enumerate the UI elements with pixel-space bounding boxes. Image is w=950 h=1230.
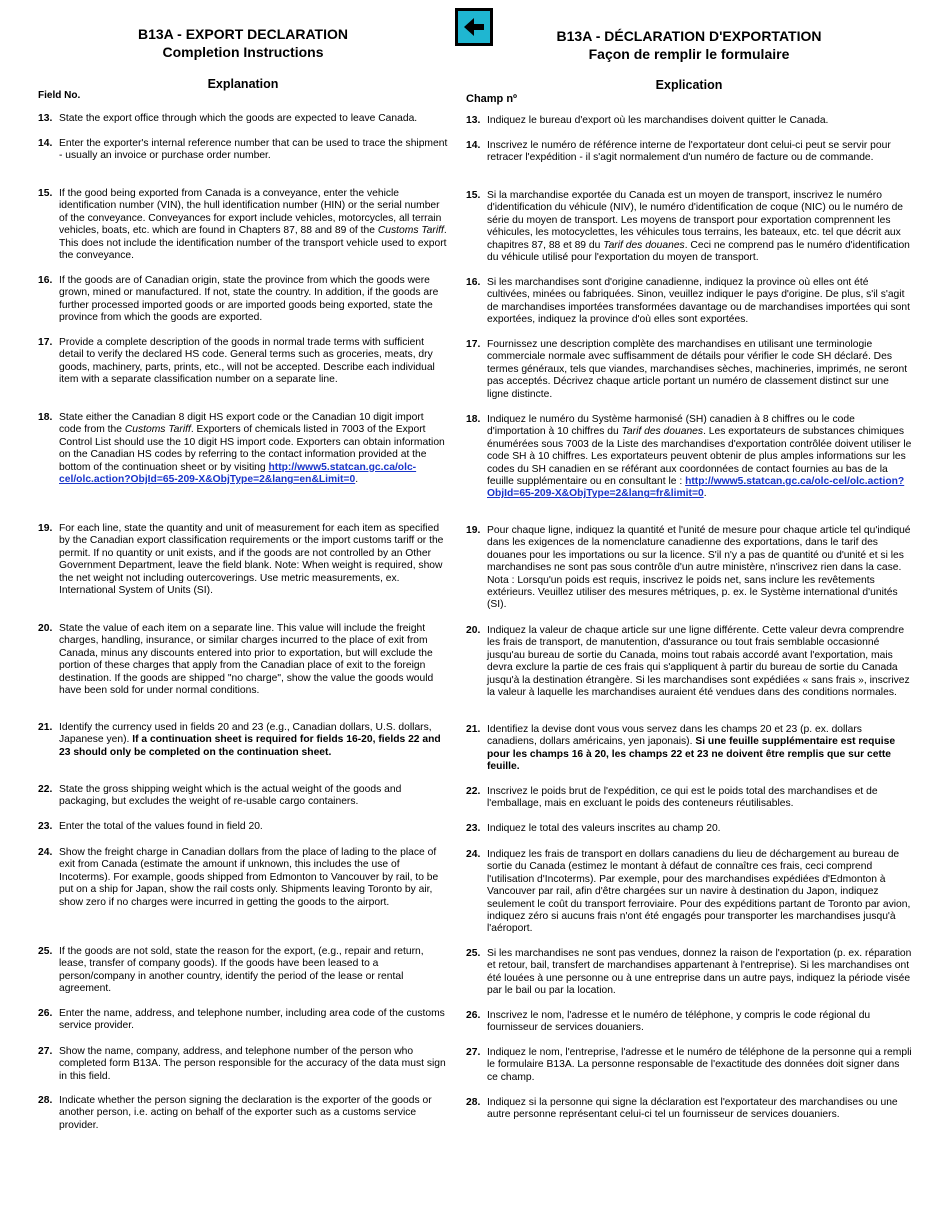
page-subtitle-fr: Façon de remplir le formulaire	[588, 46, 790, 62]
field-instruction: For each line, state the quantity and unit of measurement for each item as specified by the Canadian export classification requirements or the import customs tariff or the permit. If no quantity or unit exists, and if the goods are not controlled by an Other Government Department, leave the field blank. Note: When weight is required, show the net weight not including outercoverings. Use metric measurements, ex. International System of Units (SI).	[59, 523, 444, 597]
field-item-22-fr	[466, 786, 912, 811]
field-number: 22.	[38, 784, 53, 795]
field-instruction: Show the name, company, address, and telephone number of the person who completed form B13A. The person responsible for the accuracy of the data must sign in this field.	[59, 1046, 446, 1082]
field-item-25-fr	[466, 948, 912, 998]
field-instruction: Indiquez le nom, l'entreprise, l'adresse et le numéro de téléphone de la personne qui a rempli le formulaire B13A. La personne responsable de l'exactitude des données doit signer dans ce champ.	[487, 1047, 912, 1083]
field-number: 20.	[466, 625, 481, 636]
field-instruction: State the export office through which the goods are expected to leave Canada.	[59, 113, 418, 124]
field-item-18-en	[38, 412, 448, 486]
field-instruction: Indiquez la valeur de chaque article sur une ligne différente. Cette valeur devra comprendre les frais de transport, de manutention, d'assurance ou tout frais semblable occasionné jusqu'au bureau de sortie du Canada, moins tout rabais accordé avant l'exportation, mais devra exclure la partie de ces frais qui s'appliquent à partir du bureau de sortie du Canada jusqu'à la destination étrangère. Si les marchandises sont expédiées « sans frais », inscrivez la valeur à laquelle les marchandises auraient été vendues dans des conditions normales.	[487, 625, 910, 699]
field-instruction: Indiquez les frais de transport en dollars canadiens du lieu de déchargement au bureau de sortie du Canada (estimez le montant à défaut de connaître ces frais, ceci comprend l'utilisation d'Incoterms). Par exemple, pour des marchandises expédiées d'Edmonton à Vancouver par rail, afin d'être chargées sur un navire à destination du Japon, indiquez seulement le coût du transport ferroviaire. Pour des expéditions partant de Toronto par avion, indiquez zéro si aucuns frais n'ont été engagés pour transporter les marchandises jusqu'à l'aéroport.	[487, 849, 911, 935]
field-item-25-en	[38, 946, 448, 996]
field-number: 25.	[466, 948, 481, 959]
field-instruction: Fournissez une description complète des marchandises en utilisant une terminologie commerciale normale avec suffisamment de détails pour vérifier le code SH déclaré. Des termes généraux, tels que viandes, marchandises sèches, machineries, imprimés, ne seront pas acceptés. Décrivez chaque article portant un numéro de classement distinct sur une ligne distincte.	[487, 339, 908, 400]
field-number: 15.	[38, 188, 53, 199]
field-instruction: Indiquez si la personne qui signe la déclaration est l'exportateur des marchandises ou une autre personne représentant celui-ci tel un fournisseur de services douaniers.	[487, 1097, 898, 1121]
field-number: 19.	[38, 523, 53, 534]
field-no-label-fr: Champ nº	[466, 93, 518, 105]
field-instruction: If the goods are of Canadian origin, state the province from which the goods were grown, mined or manufactured. If not, state the country. In addition, if the goods are further processed imported goods or are imported goods being exported, state the province from which the goods are exported.	[59, 275, 439, 324]
field-instruction: Show the freight charge in Canadian dollars from the place of lading to the place of exit from Canada (estimate the amount if unknown, this includes the use of Incoterms). For example, goods shipped from Edmonton to Vancouver by rail, to be put on a ship for Japan, show the rail costs only. Shipments leaving Toronto by air, show zero if no charges were incurred in getting the goods to the airport.	[59, 847, 439, 908]
statcan-link[interactable]: http://www5.statcan.gc.ca/olc-cel/olc.action?ObjId=65-209-X&ObjType=2&lang=fr&limit=0	[487, 476, 905, 500]
field-item-20-en	[38, 623, 448, 697]
field-item-17-en	[38, 337, 448, 387]
field-instruction: If the good being exported from Canada is a conveyance, enter the vehicle identification number (VIN), the hull identification number (HIN) or the serial number of the conveyance. Conveyances for export include vehicles, motorcycles, all terrain vehicles, boats, etc. which are found in Chapters 87, 88 and 89 of the Customs Tariff. This does not include the identification number of the transport vehicle used to export the conveyance.	[59, 188, 447, 262]
field-instruction: State either the Canadian 8 digit HS export code or the Canadian 10 digit import code from the Customs Tariff. Exporters of chemicals listed in 7003 of the Export Control List should use the 10 digit HS import code. Exporters can obtain information on the Canadian HS codes by referring to the contact information provided at the bottom of the continuation sheet or by visiting http://www5.statcan.gc.ca/olc-cel/olc.action?ObjId=65-209-X&ObjType=2&lang=en&Limit=0.	[59, 412, 445, 486]
field-instruction: Indiquez le total des valeurs inscrites au champ 20.	[487, 823, 721, 834]
field-item-14-en	[38, 138, 448, 163]
field-item-15-en	[38, 188, 448, 262]
field-item-16-fr	[466, 277, 912, 327]
field-item-14-fr	[466, 140, 912, 165]
field-number: 17.	[38, 337, 53, 348]
field-number: 18.	[38, 412, 53, 423]
field-instruction: Identifiez la devise dont vous vous servez dans les champs 20 et 23 (p. ex. dollars canadiens, dollars américains, yen japonais). Si une feuille supplémentaire est requise pour les champs 16 à 20, les champs 22 et 23 ne doivent être remplis que sur cette feuille.	[487, 724, 896, 773]
field-number: 13.	[38, 113, 53, 124]
field-item-20-fr	[466, 625, 912, 699]
field-item-23-fr	[466, 823, 912, 835]
field-instruction: Enter the exporter's internal reference number that can be used to trace the shipment - usually an invoice or purchase order number.	[59, 138, 448, 162]
field-item-15-fr	[466, 190, 912, 264]
field-instruction: Identify the currency used in fields 20 and 23 (e.g., Canadian dollars, U.S. dollars, Japanese yen). If a continuation sheet is required for fields 16-20, fields 22 and 23 should only be completed on the continuation sheet.	[59, 722, 441, 758]
field-number: 22.	[466, 786, 481, 797]
field-number: 15.	[466, 190, 481, 201]
field-item-22-en	[38, 784, 448, 809]
field-instruction: Enter the total of the values found in field 20.	[59, 821, 263, 832]
field-number: 27.	[466, 1047, 481, 1058]
field-number: 28.	[38, 1095, 53, 1106]
field-instruction: Indicate whether the person signing the declaration is the exporter of the goods or another person, i.e. acting on behalf of the exporter such as a customs service provider.	[59, 1095, 432, 1131]
explanation-header-en: Explanation	[207, 77, 279, 91]
field-instruction: Inscrivez le numéro de référence interne de l'exportateur dont celui-ci peut se servir pour retracer l'expédition - il s'agit normalement d'un numéro de facture ou de commande.	[487, 140, 891, 164]
field-instruction: Si les marchandises ne sont pas vendues, donnez la raison de l'exportation (p. ex. réparation et retour, bail, transfert de marchandises appartenant à l'entreprise). Si les marchandises ont été louées à une personne ou à une entreprise dans un autre pays, indiquez la période visée par le bail ou par la location.	[487, 948, 912, 997]
field-instruction: Pour chaque ligne, indiquez la quantité et l'unité de mesure pour chaque article tel qu'indiqué dans les exigences de la nomenclature canadienne des exportations, dans le tarif des douanes pour les importations ou sur la licence. S'il n'y a pas de quantité ou d'unité et si les marchandises ne sont pas sous contrôle d'un autre ministère, n'inscrivez rien dans la case. Nota : Lorsqu'un poids est requis, inscrivez le poids net, sans inclure les revêtements extérieurs. Veuillez utiliser des mesures métriques, p. ex. le Système international d'unités (SI).	[487, 525, 911, 611]
field-number: 21.	[466, 724, 481, 735]
field-instruction: Si la marchandise exportée du Canada est un moyen de transport, inscrivez le numéro d'identification du véhicule (NIV), le numéro d'identification de coque (NIC) ou le numéro de série du moyen de transport. Les moyens de transport pour exportation comprennent les véhicules, les motocyclettes, les véhicules tous terrains, les bateaux, etc. tel que décrit aux chapitres 87, 88 et 89 du Tarif des douanes. Ceci ne comprend pas le numéro d'identification du véhicule utilisé pour l'exportation du moyen de transport.	[487, 190, 910, 264]
field-number: 19.	[466, 525, 481, 536]
field-item-21-en	[38, 722, 448, 759]
field-number: 26.	[38, 1008, 53, 1019]
field-number: 21.	[38, 722, 53, 733]
field-item-27-fr	[466, 1047, 912, 1084]
field-item-13-en	[38, 113, 448, 125]
field-item-27-en	[38, 1046, 448, 1083]
field-item-13-fr	[466, 115, 912, 127]
field-item-28-en	[38, 1095, 448, 1132]
field-number: 26.	[466, 1010, 481, 1021]
field-item-21-fr	[466, 724, 912, 774]
field-item-26-fr	[466, 1010, 912, 1035]
field-number: 18.	[466, 414, 481, 425]
field-instruction: If the goods are not sold, state the reason for the export, (e.g., repair and return, lease, transfer of company goods). If the goods have been leased to a person/company in another country, identify the period of the lease or rental agreement.	[59, 946, 424, 995]
field-instruction: Inscrivez le nom, l'adresse et le numéro de téléphone, y compris le code régional du fournisseur de services douaniers.	[487, 1010, 871, 1034]
field-number: 25.	[38, 946, 53, 957]
field-instruction: Inscrivez le poids brut de l'expédition, ce qui est le poids total des marchandises et de l'emballage, mais en excluant le poids des conteneurs réutilisables.	[487, 786, 878, 810]
field-instruction: Si les marchandises sont d'origine canadienne, indiquez la province où elles ont été cultivées, minées ou fabriquées. Sinon, veuillez indiquer le pays d'origine. De plus, s'il s'agit de marchandises importées transformées davantage ou de marchandises importées qui sont exportées, indiquez la province d'où elles sont exportées.	[487, 277, 910, 326]
field-item-17-fr	[466, 339, 912, 401]
field-instruction: Indiquez le bureau d'export où les marchandises doivent quitter le Canada.	[487, 115, 829, 126]
field-number: 20.	[38, 623, 53, 634]
field-number: 27.	[38, 1046, 53, 1057]
field-number: 23.	[466, 823, 481, 834]
field-item-24-fr	[466, 849, 912, 936]
field-instruction: Provide a complete description of the goods in normal trade terms with sufficient detail to verify the declared HS code. General terms such as groceries, meats, dry goods, machinery, parts, prints, etc., will not be accepted. Describe each individual item with a separate classification number on a separate line.	[59, 337, 435, 386]
field-number: 14.	[38, 138, 53, 149]
field-number: 23.	[38, 821, 53, 832]
field-instruction: State the value of each item on a separate line. This value will include the freight charges, handling, insurance, or similar charges incurred to the place of exit from Canada, minus any discounts entered into prior to exportation, but will exclude the portion of these charges that apply from the Canadian place of exit to the foreign destination. If the goods are shipped "no charge", show the value the goods would have been sold for under normal conditions.	[59, 623, 434, 697]
field-number: 24.	[466, 849, 481, 860]
field-item-23-en	[38, 821, 448, 833]
field-item-16-en	[38, 275, 448, 325]
field-number: 28.	[466, 1097, 481, 1108]
field-number: 14.	[466, 140, 481, 151]
statcan-link[interactable]: http://www5.statcan.gc.ca/olc-cel/olc.action?ObjId=65-209-X&ObjType=2&lang=en&Limit=0	[59, 461, 417, 486]
field-number: 24.	[38, 847, 53, 858]
field-number: 13.	[466, 115, 481, 126]
field-instruction: Enter the name, address, and telephone number, including area code of the customs service provider.	[59, 1008, 445, 1032]
field-item-26-en	[38, 1008, 448, 1033]
page-title-en: B13A - EXPORT DECLARATION	[137, 26, 348, 42]
field-number: 16.	[38, 275, 53, 286]
field-item-19-fr	[466, 525, 912, 612]
field-number: 17.	[466, 339, 481, 350]
field-item-28-fr	[466, 1097, 912, 1122]
field-item-19-en	[38, 523, 448, 597]
page-subtitle-en: Completion Instructions	[162, 44, 324, 60]
field-item-24-en	[38, 847, 448, 909]
field-instruction: Indiquez le numéro du Système harmonisé (SH) canadien à 8 chiffres ou le code d'importation à 10 chiffres du Tarif des douanes. Les exportateurs de substances chimiques énumérées sous 7003 de la Liste des marchandises d'exportation contrôlée doivent utiliser le code SH à 10 chiffres. Les exportateurs peuvent obtenir de plus amples informations sur les codes du SH canadien en se référant aux coordonnées de contact fournies au bas de la feuille supplémentaire ou en consultant le : http://www5.statcan.gc.ca/olc-cel/olc.action?ObjId=65-209-X&ObjType=2&lang=fr&limit=0.	[487, 414, 912, 500]
field-instruction: State the gross shipping weight which is the actual weight of the goods and packaging, but excludes the weight of re-usable cargo containers.	[59, 784, 402, 808]
page-title-fr: B13A - DÉCLARATION D'EXPORTATION	[556, 28, 822, 44]
field-item-18-fr	[466, 414, 912, 501]
explanation-header-fr: Explication	[655, 78, 723, 92]
field-no-label-en: Field No.	[38, 90, 81, 101]
field-number: 16.	[466, 277, 481, 288]
